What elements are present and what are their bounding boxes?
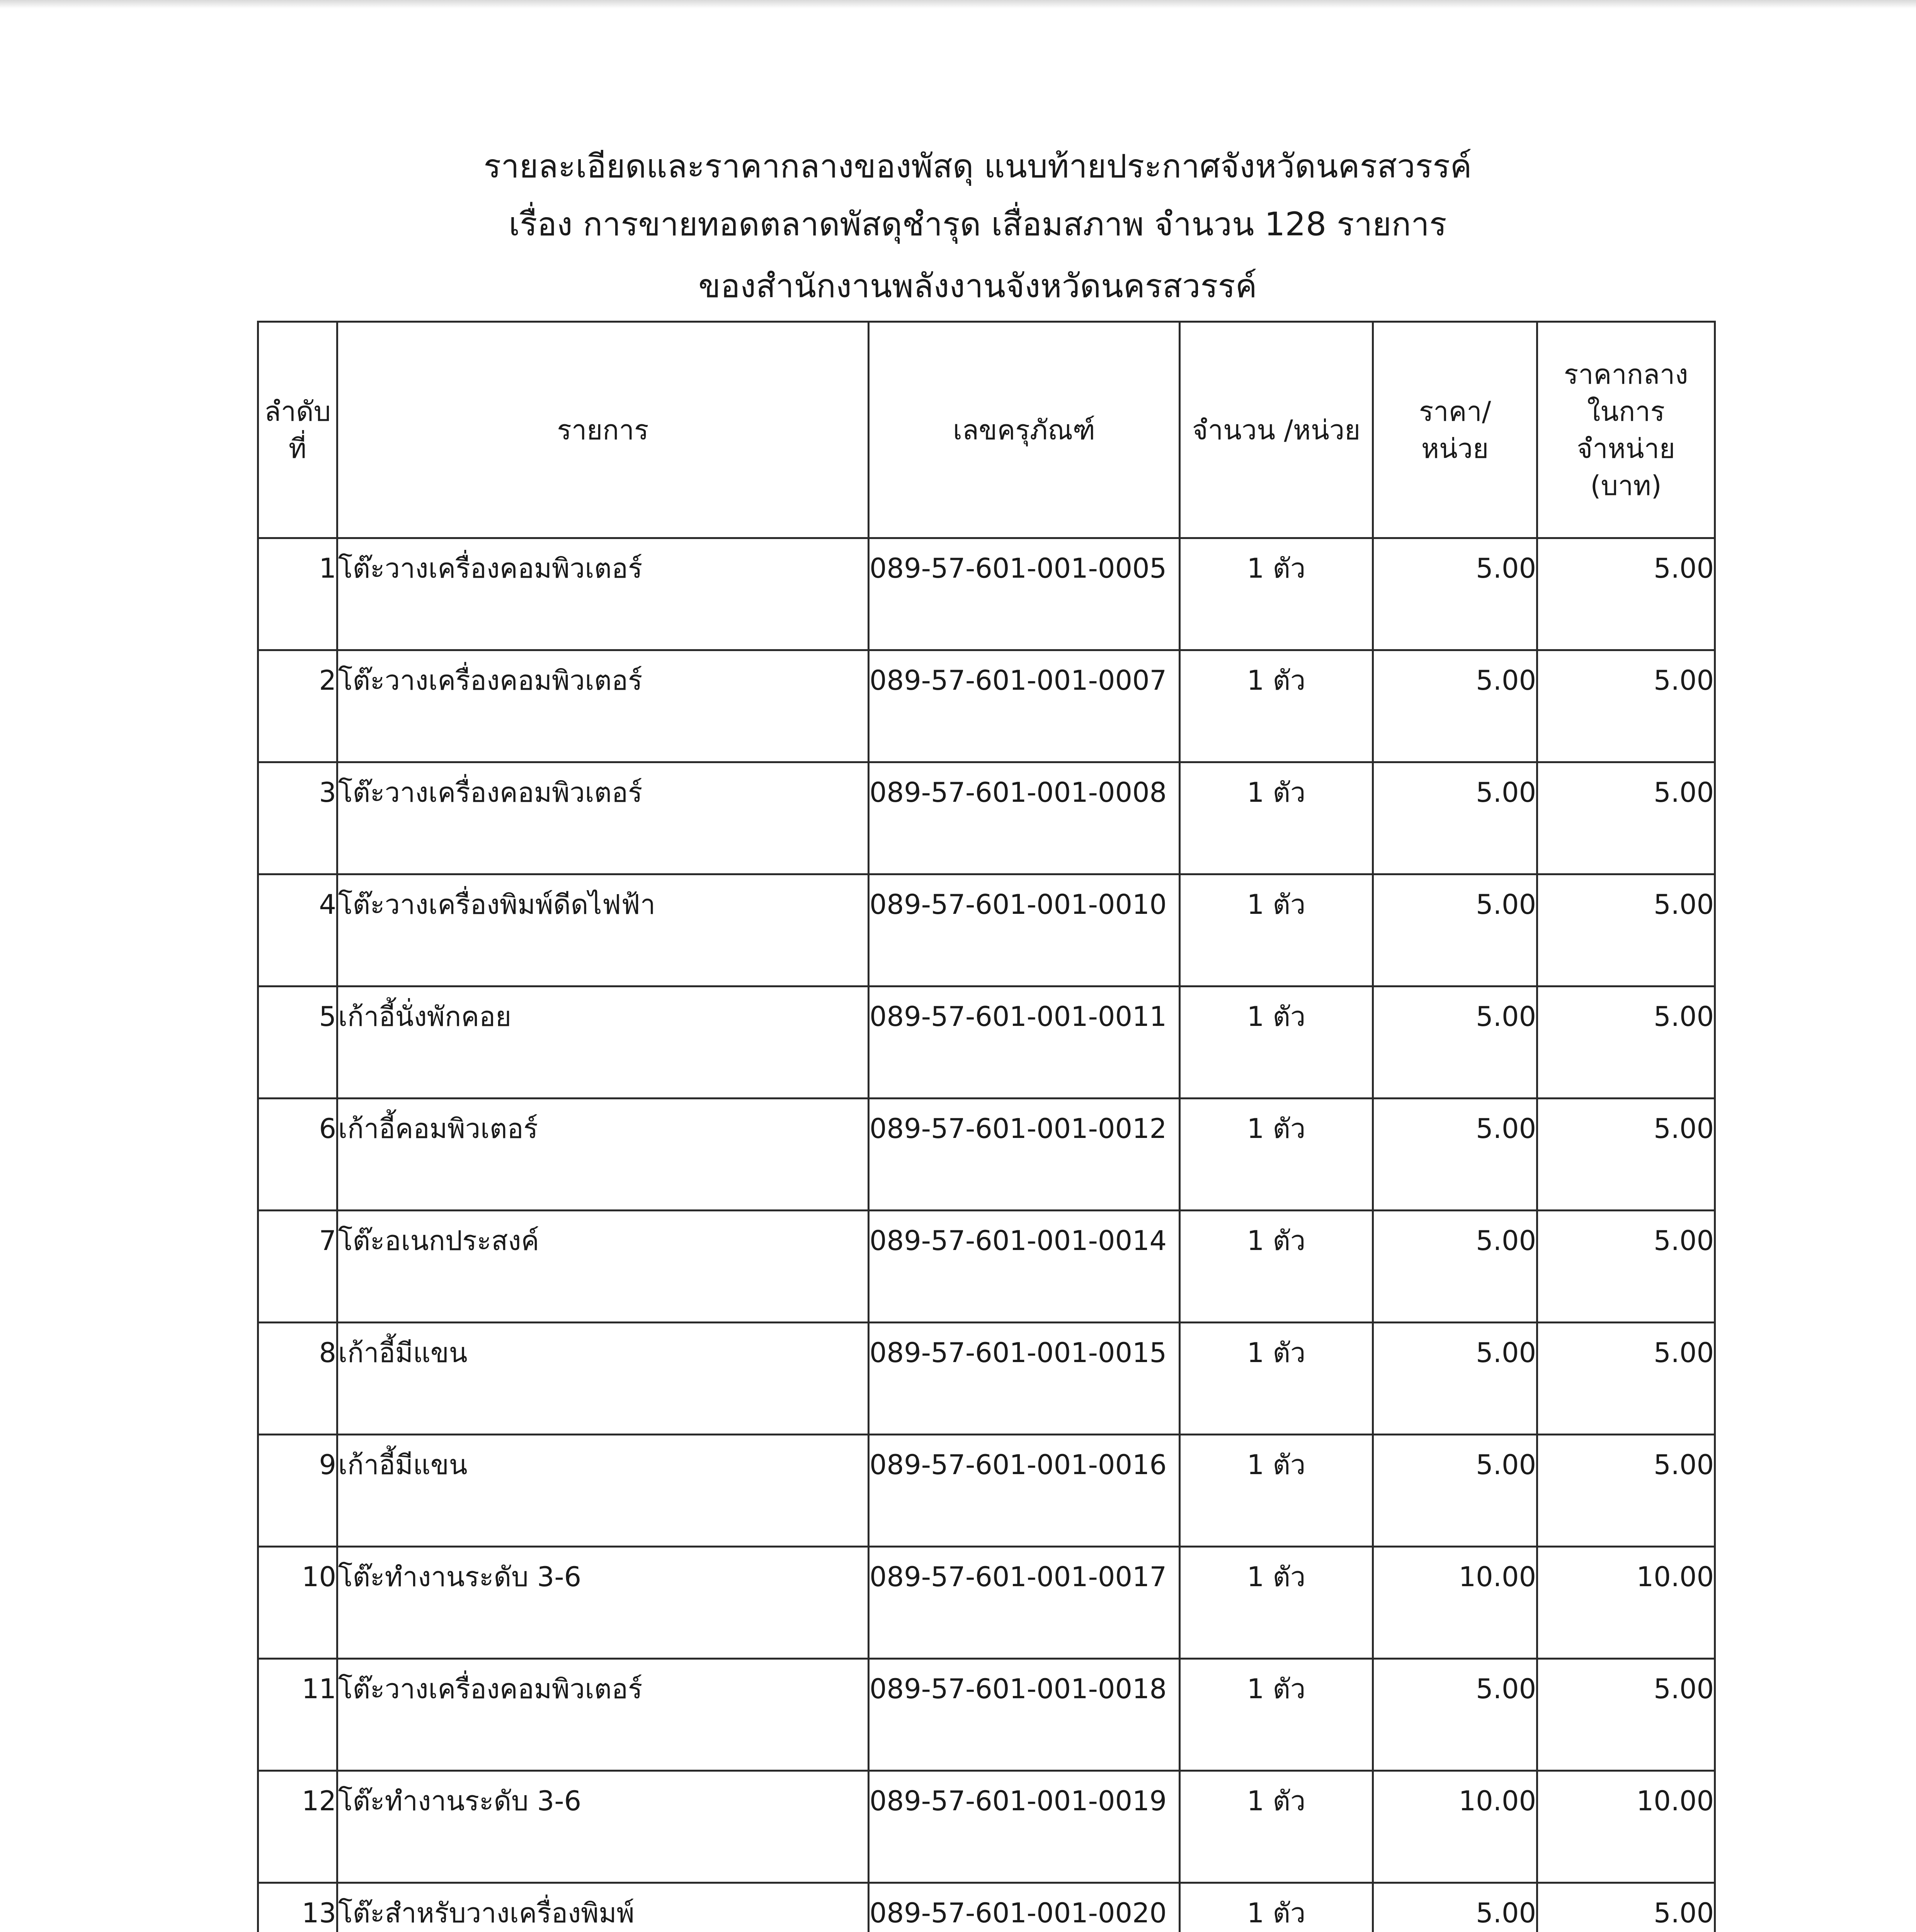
item-name-cell: โต๊ะวางเครื่องพิมพ์ดีดไฟฟ้า <box>337 874 869 986</box>
median-price-cell: 5.00 <box>1537 874 1715 986</box>
unit-price-cell: 5.00 <box>1373 1883 1537 1932</box>
row-number-cell: 10 <box>258 1547 337 1659</box>
asset-code-cell: 089-57-601-001-0016 <box>869 1435 1180 1547</box>
table-row <box>258 874 1715 986</box>
unit-price-cell: 5.00 <box>1373 1659 1537 1771</box>
column-header-no-line1: ลำดับ <box>264 395 331 427</box>
asset-code-cell: 089-57-601-001-0008 <box>869 762 1180 874</box>
quantity-cell: 1 ตัว <box>1180 1211 1373 1323</box>
table-row <box>258 650 1715 762</box>
asset-code-cell: 089-57-601-001-0015 <box>869 1323 1180 1435</box>
item-name-cell: เก้าอี้คอมพิวเตอร์ <box>337 1099 869 1211</box>
quantity-cell: 1 ตัว <box>1180 1547 1373 1659</box>
table-row <box>258 986 1715 1099</box>
item-name-cell: โต๊ะทำงานระดับ 3-6 <box>337 1771 869 1883</box>
row-number-cell: 11 <box>258 1659 337 1771</box>
item-name-cell: โต๊ะอเนกประสงค์ <box>337 1211 869 1323</box>
document-office: ของสำนักงานพลังงานจังหวัดนครสวรรค์ <box>698 267 1257 305</box>
asset-code-cell: 089-57-601-001-0005 <box>869 538 1180 650</box>
median-price-cell: 5.00 <box>1537 986 1715 1099</box>
median-price-cell: 5.00 <box>1537 1883 1715 1932</box>
table-row <box>258 762 1715 874</box>
item-name-cell: เก้าอี้มีแขน <box>337 1323 869 1435</box>
asset-code-cell: 089-57-601-001-0010 <box>869 874 1180 986</box>
quantity-cell: 1 ตัว <box>1180 986 1373 1099</box>
median-price-cell: 5.00 <box>1537 1659 1715 1771</box>
table-row <box>258 1659 1715 1771</box>
table-row <box>258 1547 1715 1659</box>
column-header-median-line3: (บาท) <box>1590 469 1662 502</box>
item-name-cell: โต๊ะวางเครื่องคอมพิวเตอร์ <box>337 1659 869 1771</box>
table-row <box>258 1323 1715 1435</box>
median-price-cell: 10.00 <box>1537 1771 1715 1883</box>
asset-code-cell: 089-57-601-001-0020 <box>869 1883 1180 1932</box>
column-header-code: เลขครุภัณฑ์ <box>869 322 1180 538</box>
quantity-cell: 1 ตัว <box>1180 1883 1373 1932</box>
column-header-price-line1: ราคา/ <box>1419 395 1491 427</box>
unit-price-cell: 10.00 <box>1373 1771 1537 1883</box>
column-header-no-line2: ที่ <box>288 432 307 464</box>
table-row <box>258 1883 1715 1932</box>
unit-price-cell: 5.00 <box>1373 1211 1537 1323</box>
row-number-cell: 7 <box>258 1211 337 1323</box>
quantity-cell: 1 ตัว <box>1180 1659 1373 1771</box>
item-name-cell: โต๊ะวางเครื่องคอมพิวเตอร์ <box>337 538 869 650</box>
median-price-cell: 5.00 <box>1537 762 1715 874</box>
document-title: รายละเอียดและราคากลางของพัสดุ แนบท้ายประกาศจังหวัดนครสวรรค์ <box>483 147 1472 185</box>
asset-code-cell: 089-57-601-001-0014 <box>869 1211 1180 1323</box>
row-number-cell: 3 <box>258 762 337 874</box>
column-header-item: รายการ <box>337 322 869 538</box>
unit-price-cell: 5.00 <box>1373 762 1537 874</box>
table-row <box>258 538 1715 650</box>
item-name-cell: โต๊ะทำงานระดับ 3-6 <box>337 1547 869 1659</box>
item-name-cell: โต๊ะสำหรับวางเครื่องพิมพ์ <box>337 1883 869 1932</box>
column-header-median-price <box>1537 322 1715 538</box>
row-number-cell: 12 <box>258 1771 337 1883</box>
unit-price-cell: 5.00 <box>1373 1323 1537 1435</box>
median-price-cell: 5.00 <box>1537 1323 1715 1435</box>
unit-price-cell: 5.00 <box>1373 986 1537 1099</box>
asset-code-cell: 089-57-601-001-0012 <box>869 1099 1180 1211</box>
asset-code-cell: 089-57-601-001-0018 <box>869 1659 1180 1771</box>
unit-price-cell: 5.00 <box>1373 1099 1537 1211</box>
asset-code-cell: 089-57-601-001-0007 <box>869 650 1180 762</box>
quantity-cell: 1 ตัว <box>1180 1323 1373 1435</box>
asset-code-cell: 089-57-601-001-0019 <box>869 1771 1180 1883</box>
table-header-row <box>258 322 1715 538</box>
median-price-cell: 5.00 <box>1537 1099 1715 1211</box>
table-row <box>258 1099 1715 1211</box>
column-header-median-line1: ราคากลาง <box>1564 358 1688 390</box>
row-number-cell: 2 <box>258 650 337 762</box>
column-header-price-line2: หน่วย <box>1421 432 1489 464</box>
unit-price-cell: 5.00 <box>1373 1435 1537 1547</box>
column-header-price <box>1373 322 1537 538</box>
table-row <box>258 1211 1715 1323</box>
median-price-cell: 10.00 <box>1537 1547 1715 1659</box>
quantity-cell: 1 ตัว <box>1180 1099 1373 1211</box>
row-number-cell: 6 <box>258 1099 337 1211</box>
row-number-cell: 9 <box>258 1435 337 1547</box>
quantity-cell: 1 ตัว <box>1180 874 1373 986</box>
column-header-qty: จำนวน /หน่วย <box>1180 322 1373 538</box>
asset-code-cell: 089-57-601-001-0017 <box>869 1547 1180 1659</box>
quantity-cell: 1 ตัว <box>1180 650 1373 762</box>
median-price-cell: 5.00 <box>1537 650 1715 762</box>
table-row <box>258 1435 1715 1547</box>
item-name-cell: โต๊ะวางเครื่องคอมพิวเตอร์ <box>337 762 869 874</box>
quantity-cell: 1 ตัว <box>1180 762 1373 874</box>
table-row <box>258 1771 1715 1883</box>
column-header-median-line2: ในการจำหน่าย <box>1577 395 1675 464</box>
item-name-cell: เก้าอี้มีแขน <box>337 1435 869 1547</box>
unit-price-cell: 5.00 <box>1373 538 1537 650</box>
unit-price-cell: 5.00 <box>1373 650 1537 762</box>
row-number-cell: 5 <box>258 986 337 1099</box>
quantity-cell: 1 ตัว <box>1180 1771 1373 1883</box>
asset-price-table <box>257 321 1716 1932</box>
median-price-cell: 5.00 <box>1537 1211 1715 1323</box>
unit-price-cell: 10.00 <box>1373 1547 1537 1659</box>
page-top-edge <box>0 0 1916 9</box>
median-price-cell: 5.00 <box>1537 538 1715 650</box>
row-number-cell: 8 <box>258 1323 337 1435</box>
median-price-cell: 5.00 <box>1537 1435 1715 1547</box>
row-number-cell: 13 <box>258 1883 337 1932</box>
asset-code-cell: 089-57-601-001-0011 <box>869 986 1180 1099</box>
quantity-cell: 1 ตัว <box>1180 538 1373 650</box>
item-name-cell: เก้าอี้นั่งพักคอย <box>337 986 869 1099</box>
row-number-cell: 1 <box>258 538 337 650</box>
unit-price-cell: 5.00 <box>1373 874 1537 986</box>
quantity-cell: 1 ตัว <box>1180 1435 1373 1547</box>
document-subject: เรื่อง การขายทอดตลาดพัสดุชำรุด เสื่อมสภาพ จำนวน 128 รายการ <box>509 205 1447 243</box>
item-name-cell: โต๊ะวางเครื่องคอมพิวเตอร์ <box>337 650 869 762</box>
column-header-no <box>258 322 337 538</box>
row-number-cell: 4 <box>258 874 337 986</box>
